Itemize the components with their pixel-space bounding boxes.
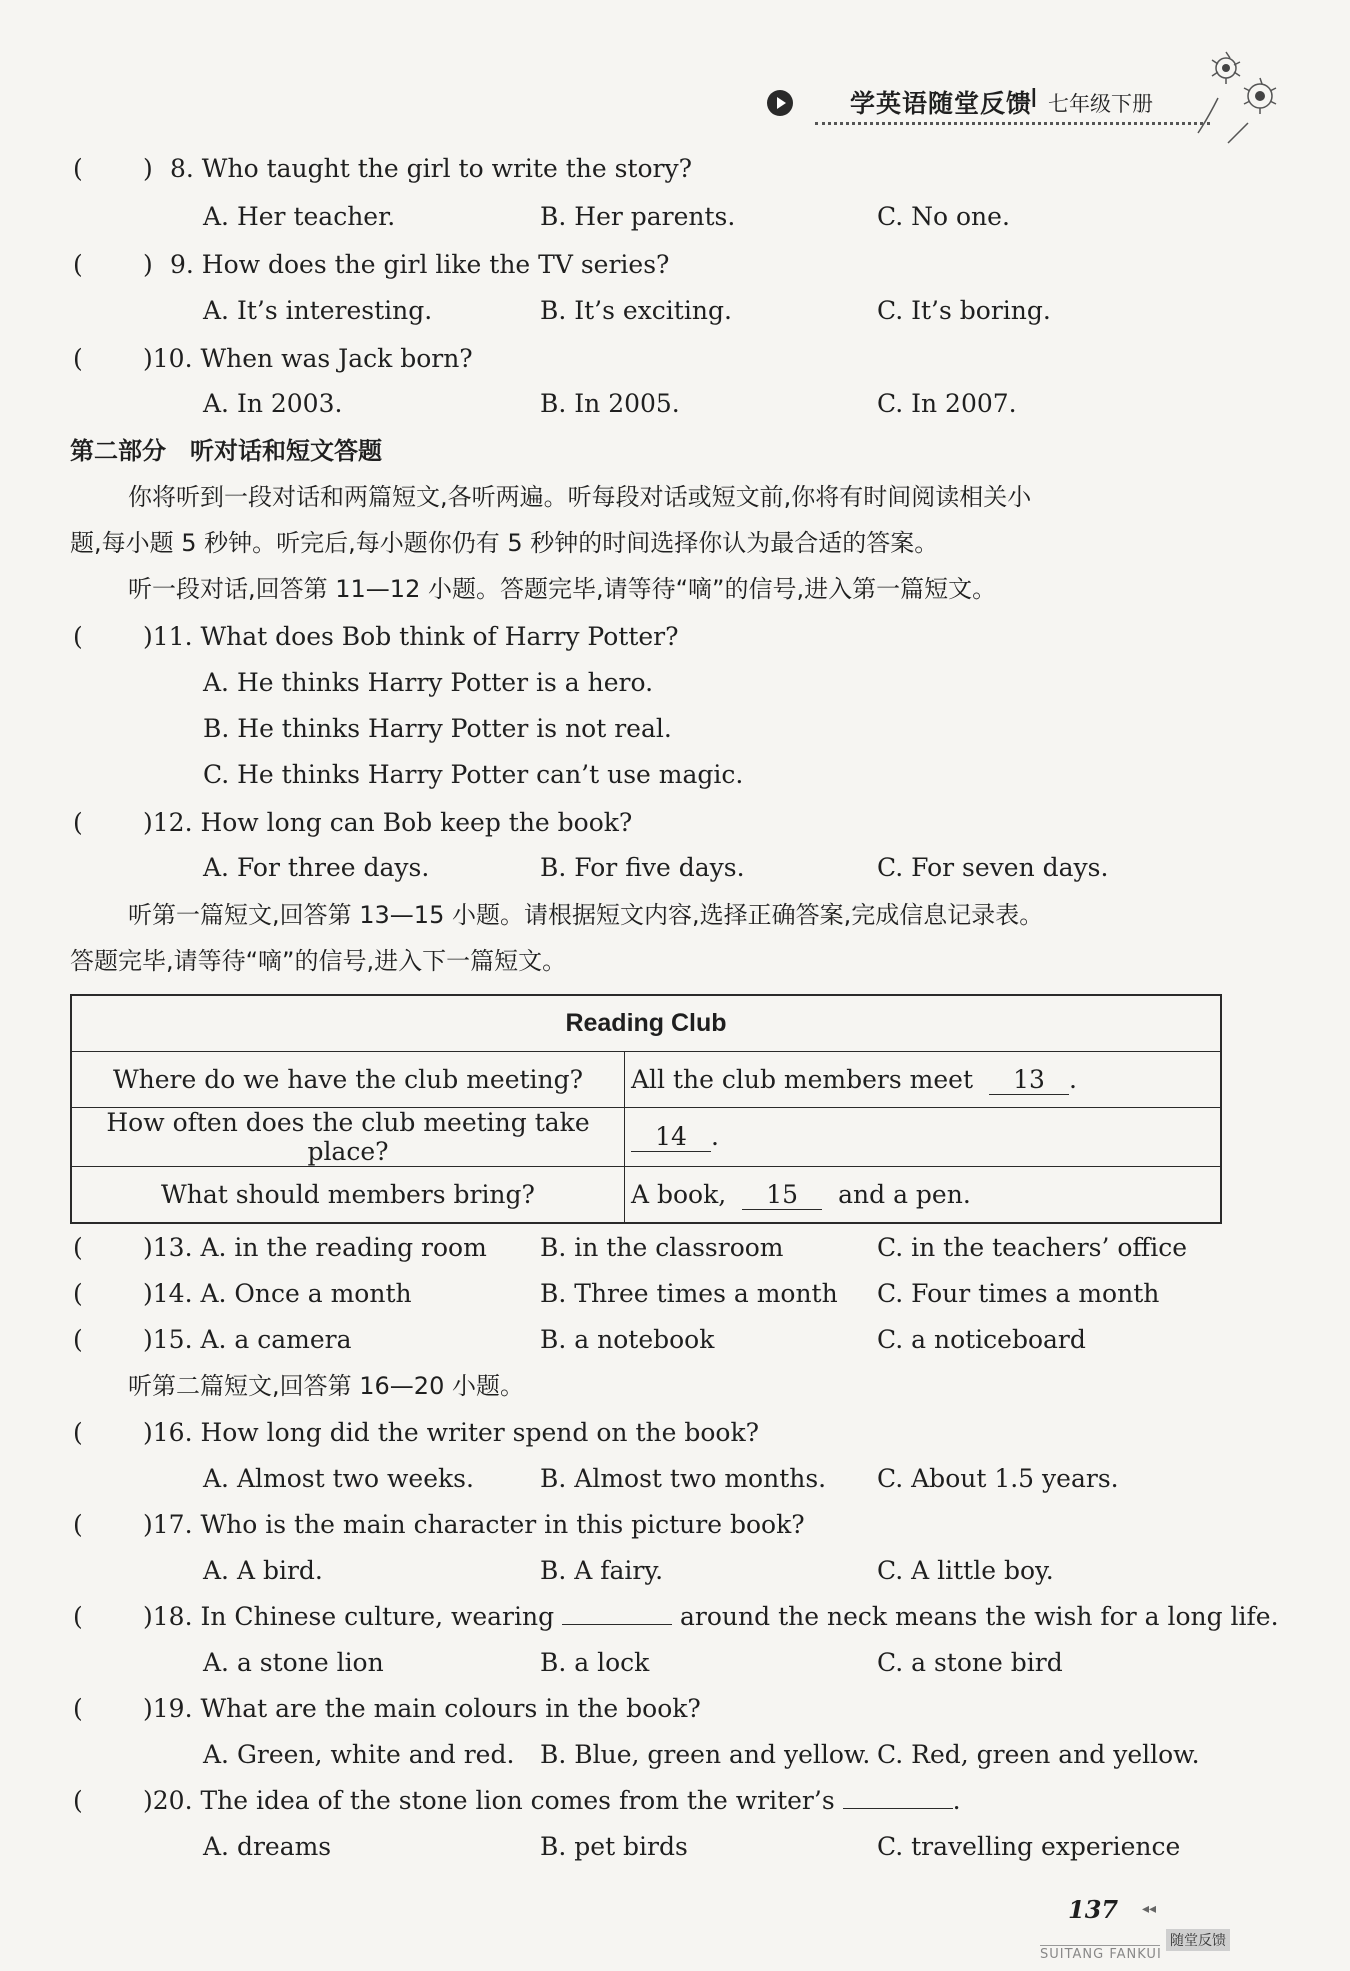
q19-option-c: C. Red, green and yellow.: [877, 1740, 1200, 1769]
question-17-stem: )17. Who is the main character in this picture book?: [143, 1510, 805, 1539]
q12-option-c: C. For seven days.: [877, 853, 1109, 882]
answer-paren: (: [73, 1279, 83, 1308]
answer-paren-close: ): [143, 250, 153, 279]
q12-option-b: B. For five days.: [540, 853, 745, 882]
question-16-stem: )16. How long did the writer spend on the book?: [143, 1418, 760, 1447]
passage-1-instruction-2: 答题完毕,请等待“嘀”的信号,进入下一篇短文。: [70, 947, 567, 975]
q18-stem-end: around the neck means the wish for a long life.: [680, 1602, 1279, 1631]
part-2-intro-line-2: 题,每小题 5 秒钟。听完后,每小题你仍有 5 秒钟的时间选择你认为最合适的答案。: [70, 529, 939, 557]
q9-option-c: C. It’s boring.: [877, 296, 1051, 325]
question-13-option-a: )13. A. in the reading room: [143, 1233, 487, 1262]
table-question: What should members bring?: [71, 1167, 625, 1224]
q8-option-a: A. Her teacher.: [203, 202, 396, 231]
q10-option-a: A. In 2003.: [203, 389, 343, 418]
q20-stem-start: )20. The idea of the stone lion comes from the writer’s: [143, 1786, 835, 1815]
answer-paren: (: [73, 622, 83, 651]
question-8-stem: 8. Who taught the girl to write the story?: [170, 154, 692, 183]
grade-subtitle: 七年级下册: [1048, 92, 1153, 116]
answer-suffix: .: [711, 1122, 719, 1151]
title-separator: I: [1030, 84, 1038, 114]
answer-paren: (: [73, 1602, 83, 1631]
q18-option-a: A. a stone lion: [203, 1648, 384, 1677]
answer-prefix: All the club members meet: [631, 1064, 974, 1094]
table-answer: [625, 1052, 1222, 1108]
q16-option-b: B. Almost two months.: [540, 1464, 827, 1493]
q14-option-c: C. Four times a month: [877, 1279, 1160, 1308]
answer-paren-close: ): [143, 154, 153, 183]
answer-paren: (: [73, 1418, 83, 1447]
passage-2-instruction: 听第二篇短文,回答第 16—20 小题。: [128, 1372, 524, 1400]
question-12-stem: )12. How long can Bob keep the book?: [143, 808, 633, 837]
answer-paren: (: [73, 808, 83, 837]
answer-paren: (: [73, 154, 83, 183]
table-question: How often does the club meeting take place?: [71, 1108, 625, 1167]
question-10-stem: )10. When was Jack born?: [143, 344, 473, 373]
blank-14: 14: [631, 1122, 711, 1152]
q18-option-c: C. a stone bird: [877, 1648, 1063, 1677]
blank-13: 13: [989, 1065, 1069, 1095]
table-title: Reading Club: [71, 995, 1221, 1052]
q17-option-a: A. A bird.: [203, 1556, 323, 1585]
table-answer: [625, 1108, 1222, 1167]
q20-option-b: B. pet birds: [540, 1832, 688, 1861]
question-20-stem: [143, 1786, 961, 1816]
part-2-heading: 第二部分 听对话和短文答题: [70, 437, 382, 465]
footer-badge: 随堂反馈: [1166, 1929, 1230, 1951]
page-number: 137: [1068, 1895, 1119, 1924]
footer-brand: SUITANG FANKUI: [1040, 1947, 1162, 1962]
header-dotted-rule: [815, 122, 1210, 125]
arrow-left-icon: ◂◂: [1142, 1901, 1157, 1917]
footer-rule: [1040, 1945, 1160, 1946]
answer-paren: (: [73, 250, 83, 279]
table-question: Where do we have the club meeting?: [71, 1052, 625, 1108]
book-title: 学英语随堂反馈: [850, 89, 1033, 118]
passage-1-instruction-1: 听第一篇短文,回答第 13—15 小题。请根据短文内容,选择正确答案,完成信息记录表。: [128, 901, 1044, 929]
answer-paren: (: [73, 1325, 83, 1354]
question-15-option-a: )15. A. a camera: [143, 1325, 352, 1354]
q9-option-b: B. It’s exciting.: [540, 296, 732, 325]
q18-stem-start: )18. In Chinese culture, wearing: [143, 1602, 555, 1631]
q19-option-a: A. Green, white and red.: [203, 1740, 515, 1769]
q18-answer-blank: [562, 1624, 672, 1625]
question-19-stem: )19. What are the main colours in the book?: [143, 1694, 701, 1723]
q10-option-b: B. In 2005.: [540, 389, 680, 418]
blank-15: 15: [742, 1180, 822, 1210]
answer-paren: (: [73, 1233, 83, 1262]
answer-prefix: A book,: [631, 1179, 727, 1209]
q18-option-b: B. a lock: [540, 1648, 650, 1677]
question-11-stem: )11. What does Bob think of Harry Potter?: [143, 622, 679, 651]
question-18-stem: [143, 1602, 1279, 1632]
q8-option-b: B. Her parents.: [540, 202, 736, 231]
answer-paren: (: [73, 1786, 83, 1815]
play-icon: [767, 90, 793, 116]
table-row: [71, 1167, 1221, 1224]
q13-option-c: C. in the teachers’ office: [877, 1233, 1187, 1262]
part-2-intro-line-1: 你将听到一段对话和两篇短文,各听两遍。听每段对话或短文前,你将有时间阅读相关小: [128, 483, 1032, 511]
table-row: [71, 1052, 1221, 1108]
q17-option-b: B. A fairy.: [540, 1556, 664, 1585]
dialog-instruction: 听一段对话,回答第 11—12 小题。答题完毕,请等待“嘀”的信号,进入第一篇短文。: [128, 575, 997, 603]
q11-option-b: B. He thinks Harry Potter is not real.: [203, 714, 672, 743]
q20-stem-end: .: [952, 1786, 961, 1815]
q11-option-c: C. He thinks Harry Potter can’t use magic.: [203, 760, 744, 789]
answer-paren: (: [73, 1694, 83, 1723]
question-14-option-a: )14. A. Once a month: [143, 1279, 412, 1308]
answer-suffix: .: [1068, 1064, 1077, 1094]
q16-option-a: A. Almost two weeks.: [203, 1464, 474, 1493]
q17-option-c: C. A little boy.: [877, 1556, 1054, 1585]
reading-club-table: [70, 994, 1222, 1224]
q12-option-a: A. For three days.: [203, 853, 430, 882]
answer-paren: (: [73, 344, 83, 373]
table-answer: [625, 1167, 1222, 1224]
q8-option-c: C. No one.: [877, 202, 1010, 231]
answer-paren: (: [73, 1510, 83, 1539]
q11-option-a: A. He thinks Harry Potter is a hero.: [203, 668, 654, 697]
q19-option-b: B. Blue, green and yellow.: [540, 1740, 871, 1769]
q16-option-c: C. About 1.5 years.: [877, 1464, 1119, 1493]
q14-option-b: B. Three times a month: [540, 1279, 838, 1308]
table-row: [71, 1108, 1221, 1167]
answer-suffix: and a pen.: [838, 1179, 971, 1209]
q15-option-b: B. a notebook: [540, 1325, 715, 1354]
q10-option-c: C. In 2007.: [877, 389, 1017, 418]
q20-option-c: C. travelling experience: [877, 1832, 1181, 1861]
q20-option-a: A. dreams: [203, 1832, 332, 1861]
q20-answer-blank: [843, 1808, 953, 1809]
q9-option-a: A. It’s interesting.: [203, 296, 433, 325]
sunflower-decoration-icon: [1188, 38, 1298, 148]
q15-option-c: C. a noticeboard: [877, 1325, 1086, 1354]
q13-option-b: B. in the classroom: [540, 1233, 784, 1262]
question-9-stem: 9. How does the girl like the TV series?: [170, 250, 670, 279]
